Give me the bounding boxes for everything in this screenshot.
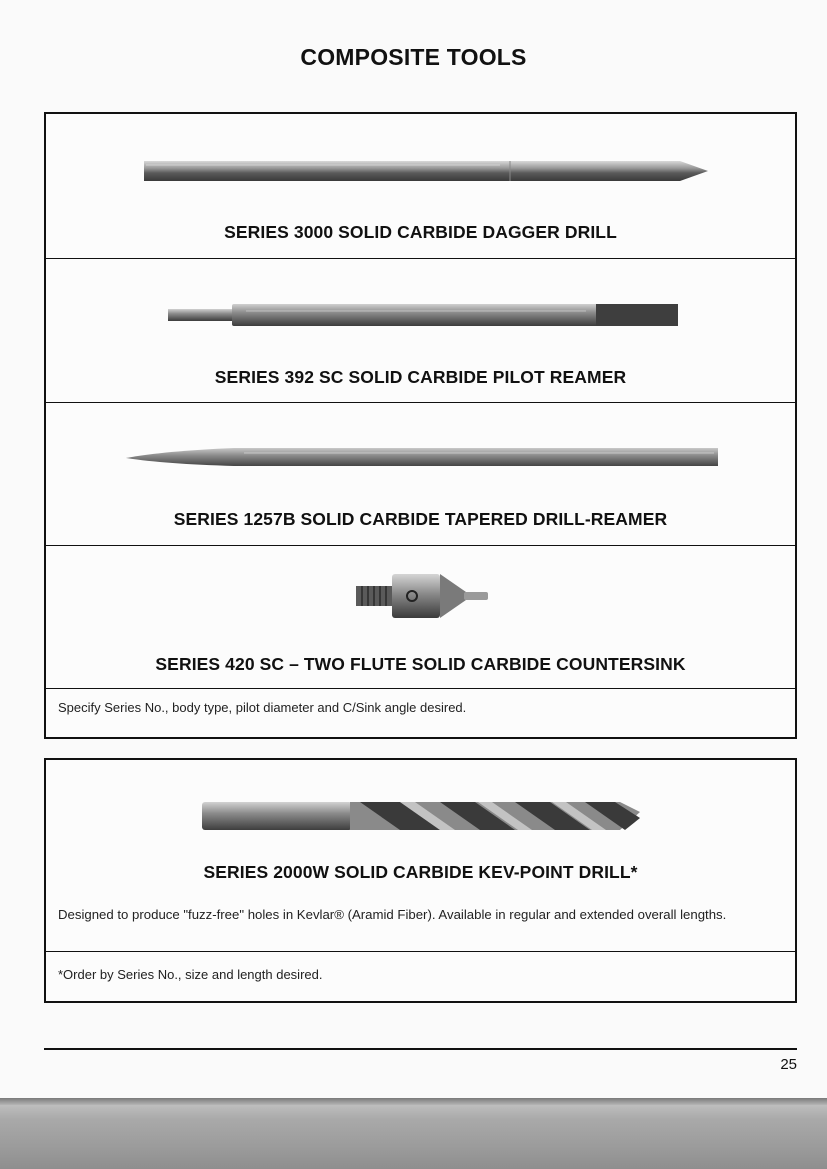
- countersink-image: [354, 570, 490, 622]
- tool-caption: SERIES 3000 SOLID CARBIDE DAGGER DRILL: [224, 222, 617, 242]
- tool-row-tapered-drill-reamer: [46, 403, 795, 546]
- tool-row-pilot-reamer: [46, 259, 795, 403]
- tool-row-countersink: [46, 546, 795, 689]
- tool-row-dagger-drill: [46, 114, 795, 259]
- tools-panel: [44, 112, 797, 739]
- tool-caption: SERIES 392 SC SOLID CARBIDE PILOT REAMER: [214, 367, 627, 387]
- scan-edge-band: [0, 1098, 827, 1169]
- kev-point-drill-image: [200, 798, 642, 834]
- tool-caption: SERIES 1257B SOLID CARBIDE TAPERED DRILL-REAMER: [173, 509, 668, 529]
- page-number: 25: [780, 1056, 797, 1073]
- tapered-drill-reamer-image: [124, 445, 720, 471]
- specify-note: Specify Series No., body type, pilot diameter and C/Sink angle desired.: [58, 700, 467, 715]
- kev-point-panel: [44, 758, 797, 1003]
- page-title: COMPOSITE TOOLS: [300, 44, 527, 70]
- tool-caption: SERIES 2000W SOLID CARBIDE KEV-POINT DRILL*: [203, 862, 638, 882]
- kev-point-description: Designed to produce "fuzz-free" holes in Kevlar® (Aramid Fiber). Available in regular and extended overall lengths.: [58, 907, 727, 922]
- pilot-reamer-image: [166, 301, 681, 329]
- tool-caption: SERIES 420 SC – TWO FLUTE SOLID CARBIDE COUNTERSINK: [155, 654, 686, 674]
- tool-row-kev-point-drill: [46, 760, 795, 952]
- order-note: *Order by Series No., size and length desired.: [58, 967, 323, 982]
- dagger-drill-image: [140, 156, 710, 186]
- footer-rule: [44, 1048, 797, 1050]
